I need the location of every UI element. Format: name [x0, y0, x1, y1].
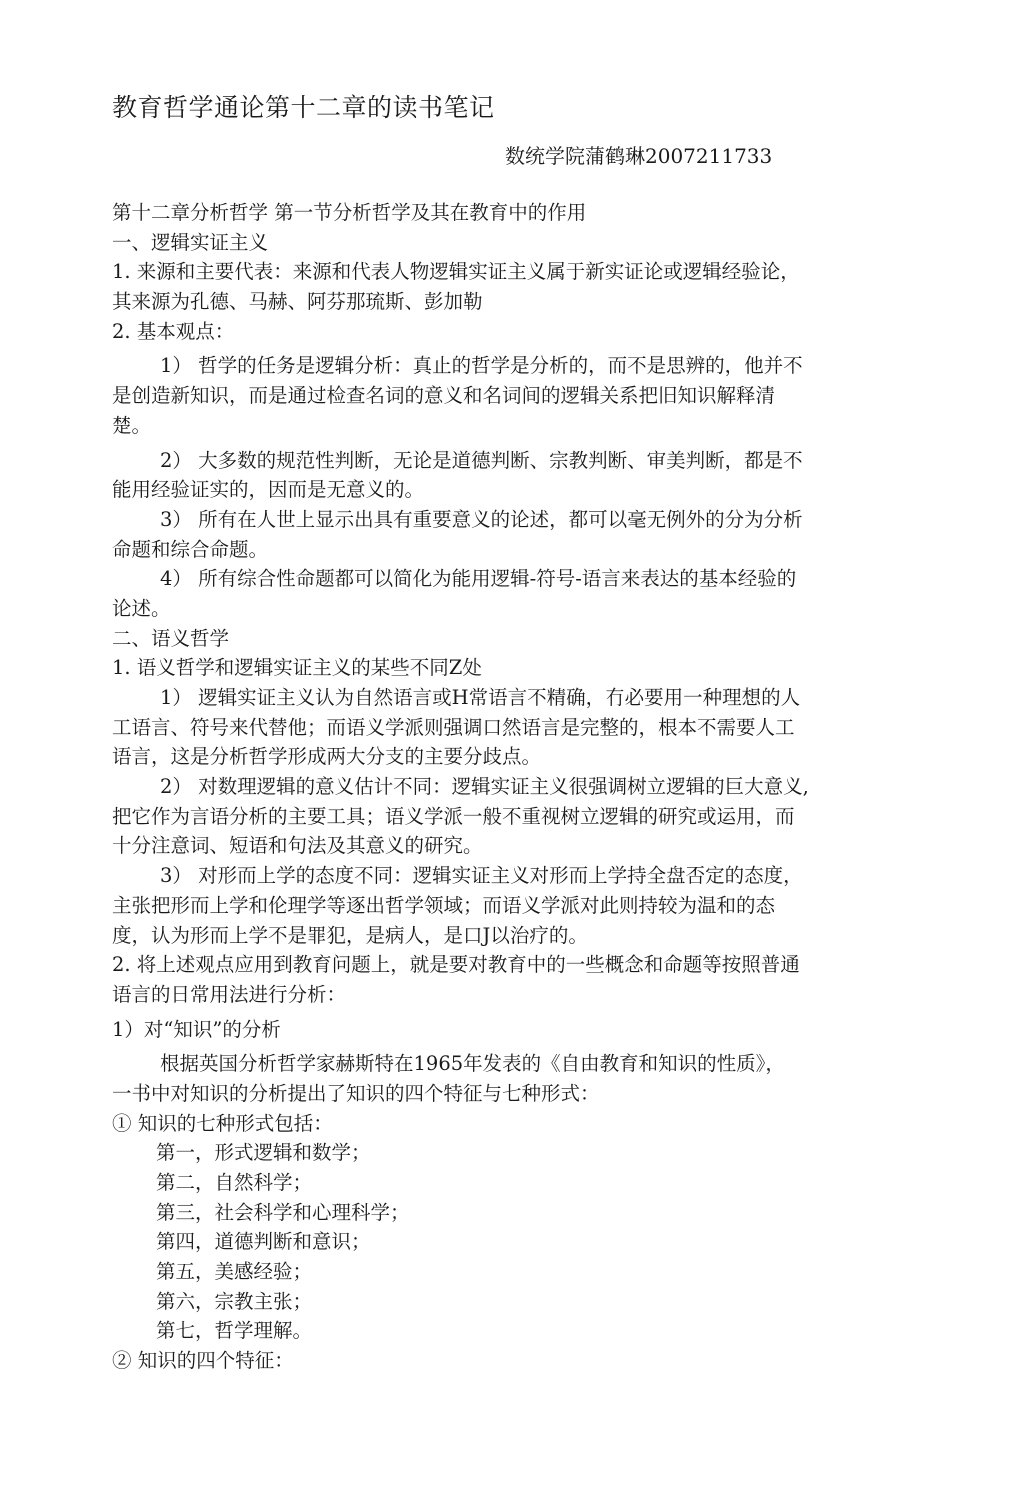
document-body: [112, 198, 912, 1376]
list-item: 第五，美感经验；: [156, 1260, 313, 1284]
paragraph-line: 语言，这是分析哲学形成两大分支的主要分歧点。: [112, 745, 542, 769]
list-item: 第一，形式逻辑和数学；: [156, 1141, 371, 1165]
list-item: 第四，道德判断和意识；: [156, 1230, 371, 1254]
paragraph-line: 命题和综合命题。: [112, 537, 269, 561]
paragraph-line: 其来源为孔德、马赫、阿芬那琉斯、彭加勒: [112, 290, 483, 314]
paragraph-line: 是创造新知识，而是通过检查名词的意义和名词间的逻辑关系把旧知识解释清: [112, 384, 776, 408]
section-heading: 第十二章分析哲学 第一节分析哲学及其在教育中的作用: [112, 201, 587, 224]
paragraph-line: 主张把形而上学和伦理学等逐出哲学领域；而语义学派对此则持较为温和的态: [112, 893, 776, 917]
paragraph-line: 论述。: [112, 596, 171, 620]
list-item: 第七，哲学理解。: [156, 1319, 313, 1343]
list-item: 3） 所有在人世上显示出具有重要意义的论述，都可以毫无例外的分为分析: [160, 507, 803, 531]
paragraph-line: 度，认为形而上学不是罪犯，是病人，是口J以治疗的。: [112, 923, 588, 947]
subsection-heading: 一、逻辑实证主义: [112, 230, 269, 254]
document-title: 教育哲学通论第十二章的读书笔记: [112, 93, 495, 122]
paragraph-line: 把它作为言语分析的主要工具；语义学派一般不重视树立逻辑的研究或运用，而: [112, 804, 795, 828]
list-heading: ① 知识的七种形式包括：: [112, 1111, 333, 1135]
paragraph-line: 1. 来源和主要代表：来源和代表人物逻辑实证主义属于新实证论或逻辑经验论，: [112, 260, 800, 284]
paragraph-line: 能用经验证实的，因而是无意义的。: [112, 478, 425, 502]
paragraph-line: 一书中对知识的分析提出了知识的四个特征与七种形式：: [112, 1081, 600, 1105]
subsection-heading: 1）对“知识”的分析: [112, 1017, 281, 1041]
subsection-heading: 二、语义哲学: [112, 626, 230, 650]
paragraph-line: 工语言、符号来代替他；而语义学派则强调口然语言是完整的，根本不需要人工: [112, 715, 795, 739]
author-line: 数统学院蒲鹤琳2007211733: [505, 144, 773, 168]
paragraph-line: 根据英国分析哲学家赫斯特在1965年发表的《自由教育和知识的性质》，: [160, 1052, 785, 1076]
list-item: 2） 大多数的规范性判断，无论是道德判断、宗教判断、审美判断，都是不: [160, 448, 803, 472]
list-item: 第三，社会科学和心理科学；: [156, 1200, 410, 1224]
list-item: 第二，自然科学；: [156, 1171, 313, 1194]
list-item: 第六，宗教主张；: [156, 1289, 313, 1313]
list-heading: ② 知识的四个特征：: [112, 1349, 294, 1373]
paragraph-line: 1. 语义哲学和逻辑实证主义的某些不同Z处: [112, 656, 482, 680]
list-item: 3） 对形而上学的态度不同：逻辑实证主义对形而上学持全盘否定的态度，: [160, 864, 803, 888]
list-item: 4） 所有综合性命题都可以简化为能用逻辑-符号-语言来表达的基本经验的: [160, 567, 797, 591]
paragraph-line: 楚。: [112, 413, 152, 437]
paragraph-line: 2. 基本观点：: [112, 319, 235, 343]
paragraph-line: 十分注意词、短语和句法及其意义的研究。: [112, 834, 483, 858]
list-item: 1） 逻辑实证主义认为自然语言或H常语言不精确，冇必要用一种理想的人: [160, 686, 801, 709]
list-item: 1） 哲学的任务是逻辑分析：真止的哲学是分析的，而不是思辨的，他并不: [160, 354, 803, 378]
paragraph-line: 2. 将上述观点应用到教育问题上，就是要对教育中的一些概念和命题等按照普通: [112, 953, 800, 977]
list-item: 2） 对数理逻辑的意义估计不同：逻辑实证主义很强调树立逻辑的巨大意义,: [160, 775, 809, 799]
paragraph-line: 语言的日常用法进行分析：: [112, 982, 347, 1006]
